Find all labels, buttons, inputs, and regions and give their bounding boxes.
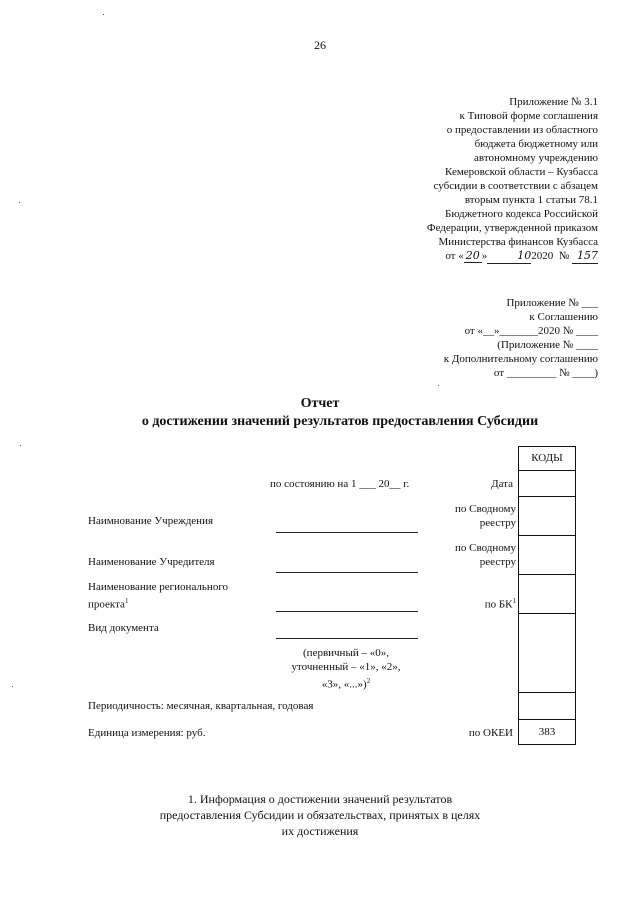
appendix-date-line	[338, 249, 598, 264]
doc-type-footnote: 2	[366, 677, 371, 685]
bk-label-wrap	[420, 594, 516, 612]
text-line: Министерства финансов Кузбасса	[438, 236, 598, 248]
code-cell-registry-2	[518, 535, 576, 575]
text-line: Федерации, утвержденной приказом	[426, 222, 598, 234]
unit: Единица измерения: руб.	[88, 727, 206, 739]
date-prefix: от «	[445, 250, 464, 262]
project-label	[88, 580, 228, 612]
as-of-date: по состоянию на 1 ___ 20__ г.	[270, 478, 410, 490]
text-line: от _________ № ____)	[493, 367, 598, 379]
scan-speck	[19, 202, 20, 203]
section-1-line2: предоставления Субсидии и обязательствах, принятых в целях	[159, 808, 481, 822]
text-line: субсидии в соответствии с абзацем	[433, 180, 598, 192]
registry-label-1-line1: по Сводному	[454, 503, 516, 515]
number-label: №	[558, 250, 570, 262]
bk-footnote: 1	[512, 597, 516, 605]
text-line: бюджета бюджетному или	[474, 138, 598, 150]
project-field[interactable]	[276, 611, 418, 612]
text-line: от «__»_______2020 № ____	[464, 325, 598, 337]
date-mid: »	[481, 250, 488, 262]
section-1-line1: 1. Информация о достижении значений результатов	[187, 792, 453, 806]
number-value: 157	[572, 249, 598, 264]
date-year: 2020	[531, 250, 554, 262]
doc-type-note	[270, 646, 422, 692]
code-cell-doc-type	[518, 613, 576, 693]
doc-type-note-line2: уточненный – «1», «2»,	[291, 661, 401, 673]
institution-label: Наимнование Учреждения	[88, 515, 214, 527]
text-line: о предоставлении из областного	[446, 124, 598, 136]
text-line: к Дополнительному соглашению	[443, 353, 598, 365]
scan-speck	[438, 385, 439, 386]
founder-label: Наименование Учредителя	[88, 556, 215, 568]
registry-label-2	[420, 541, 516, 569]
text-line: автономному учреждению	[474, 152, 598, 164]
scan-speck	[20, 445, 21, 446]
scan-speck	[12, 686, 13, 687]
code-cell-okei	[518, 719, 576, 745]
date-label: Дата	[491, 478, 513, 490]
report-title: Отчет	[300, 396, 340, 411]
report-subtitle: о достижении значений результатов предоставления Субсидии	[141, 414, 539, 429]
okei-label: по ОКЕИ	[468, 727, 513, 739]
institution-field[interactable]	[276, 532, 418, 533]
code-cell-date	[518, 470, 576, 497]
doc-type-note-line1: (первичный – «0»,	[303, 647, 389, 659]
doc-type-field[interactable]	[276, 638, 418, 639]
bk-label: по БК	[484, 598, 513, 611]
doc-type-label: Вид документа	[88, 622, 159, 634]
date-month: 10	[487, 249, 531, 264]
project-footnote: 1	[124, 597, 129, 605]
periodicity: Периодичность: месячная, квартальная, годовая	[88, 700, 314, 712]
text-line: (Приложение № ____	[497, 339, 598, 351]
registry-label-1-line2: реестру	[479, 517, 516, 529]
section-1-line3: их достижения	[281, 824, 359, 838]
codes-header: КОДЫ	[531, 452, 563, 464]
text-line: вторым пункта 1 статьи 78.1	[464, 194, 598, 206]
text-line: к Соглашению	[529, 311, 598, 323]
text-line: к Типовой форме соглашения	[459, 110, 598, 122]
agreement-block	[338, 296, 598, 380]
scan-speck	[103, 14, 104, 15]
text-line: Кемеровской области – Кузбасса	[445, 166, 598, 178]
appendix-block	[338, 95, 598, 249]
text-line: Бюджетного кодекса Российской	[445, 208, 598, 220]
date-day: 20	[465, 249, 480, 262]
registry-label-2-line2: реестру	[479, 556, 516, 568]
section-1-heading	[120, 791, 520, 839]
founder-field[interactable]	[276, 572, 418, 573]
registry-label-1	[420, 502, 516, 530]
codes-header-cell	[518, 446, 576, 471]
text-line: Приложение № 3.1	[509, 96, 598, 108]
doc-type-note-line3: «3», «...»)	[321, 678, 367, 691]
okei-code: 383	[538, 726, 556, 738]
code-cell-registry-1	[518, 496, 576, 536]
code-cell-bk	[518, 574, 576, 614]
code-cell-periodicity	[518, 692, 576, 720]
text-line: Приложение № ___	[506, 297, 598, 309]
registry-label-2-line1: по Сводному	[454, 542, 516, 554]
page-number: 26	[314, 38, 326, 52]
project-label-line2: проекта	[88, 598, 125, 611]
project-label-line1: Наименование регионального	[88, 581, 229, 593]
